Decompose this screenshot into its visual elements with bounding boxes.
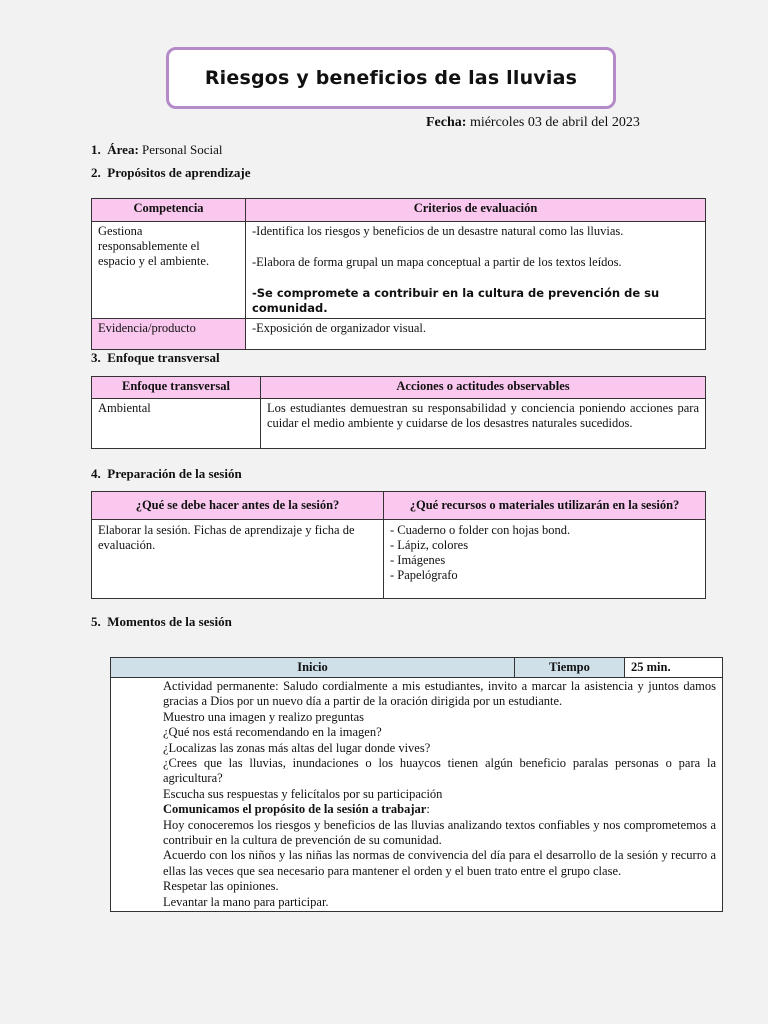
tiempo-value: 25 min. xyxy=(625,658,723,678)
recursos-cell xyxy=(384,520,706,599)
recurso-item: - Imágenes xyxy=(390,553,446,567)
content-line: Escucha sus respuestas y felicítalos por su participación xyxy=(163,786,443,801)
date-value: miércoles 03 de abril del 2023 xyxy=(469,115,640,130)
date-label: Fecha: xyxy=(426,115,467,130)
section-heading: Momentos de la sesión xyxy=(107,614,232,629)
section-heading: Propósitos de aprendizaje xyxy=(107,165,251,180)
section-number: 1. xyxy=(91,142,101,157)
criterio-2: -Elabora de forma grupal un mapa conceptual a partir de los textos leídos. xyxy=(252,255,622,269)
evidencia-label: Evidencia/producto xyxy=(92,319,246,350)
header-acciones: Acciones o actitudes observables xyxy=(261,377,706,399)
section-number: 5. xyxy=(91,614,101,629)
section-propositos xyxy=(91,165,251,181)
proposito-label: Comunicamos el propósito de la sesión a trabajar xyxy=(163,802,427,817)
competencia-cell: Gestiona responsablemente el espacio y el ambiente. xyxy=(92,222,246,319)
section-number: 2. xyxy=(91,165,101,180)
evidencia-value: -Exposición de organizador visual. xyxy=(246,319,706,350)
area-value: Personal Social xyxy=(142,142,223,157)
header-competencia: Competencia xyxy=(92,199,246,222)
content-line: Muestro una imagen y realizo preguntas xyxy=(163,709,364,724)
content-line: Respetar las opiniones. xyxy=(163,879,279,894)
area-label: Área: xyxy=(107,142,139,157)
content-line: Acuerdo con los niños y las niñas las normas de convivencia del día para el desarrollo de la sesión y recurro a ellas las veces que sea necesario para mantener el orden y el buen trato entre el grupo clase. xyxy=(163,848,716,878)
recurso-item: - Cuaderno o folder con hojas bond. xyxy=(390,523,571,537)
inicio-content xyxy=(111,678,723,912)
proposito-heading: Comunicamos el propósito de la sesión a trabajar: xyxy=(163,802,430,817)
section-preparacion xyxy=(91,466,242,482)
content-line: Levantar la mano para participar. xyxy=(163,894,329,909)
criterio-1: -Identifica los riesgos y beneficios de un desastre natural como las lluvias. xyxy=(252,224,624,238)
header-recursos: ¿Qué recursos o materiales utilizarán en la sesión? xyxy=(384,492,706,520)
preparacion-table xyxy=(91,491,706,599)
criterios-cell xyxy=(246,222,706,319)
enfoque-table xyxy=(91,376,706,449)
recurso-item: - Lápiz, colores xyxy=(390,538,469,552)
momentos-table xyxy=(110,657,723,912)
section-number: 3. xyxy=(91,350,101,365)
content-line: ¿Crees que las lluvias, inundaciones o los huaycos tienen algún beneficio paralas personas o para la agricultura? xyxy=(163,756,716,786)
page-title: Riesgos y beneficios de las lluvias xyxy=(204,67,578,89)
section-heading: Enfoque transversal xyxy=(107,350,220,365)
acciones-cell: Los estudiantes demuestran su responsabilidad y conciencia poniendo acciones para cuidar el medio ambiente y cuidarse de los desastres naturales sucedidos. xyxy=(261,399,706,449)
header-inicio: Inicio xyxy=(111,658,515,678)
recurso-item: - Papelógrafo xyxy=(390,568,458,582)
header-tiempo: Tiempo xyxy=(515,658,625,678)
header-antes: ¿Qué se debe hacer antes de la sesión? xyxy=(92,492,384,520)
section-area xyxy=(91,142,223,158)
section-momentos xyxy=(91,614,232,630)
section-heading: Preparación de la sesión xyxy=(107,466,242,481)
section-number: 4. xyxy=(91,466,101,481)
proposito-text: Hoy conoceremos los riesgos y beneficios de las lluvias analizando textos confiables y nos comprometemos a contribuir en la cultura de prevención de su comunidad. xyxy=(163,817,716,848)
title-box xyxy=(166,47,616,109)
antes-cell: Elaborar la sesión. Fichas de aprendizaje y ficha de evaluación. xyxy=(92,520,384,599)
header-criterios: Criterios de evaluación xyxy=(246,199,706,222)
content-line: ¿Localizas las zonas más altas del lugar donde vives? xyxy=(163,740,431,755)
propositos-table xyxy=(91,198,706,350)
content-line: Actividad permanente: Saludo cordialmente a mis estudiantes, invito a marcar la asistencia y juntos damos gracias a Dios por un nuevo día a partir de la oración dirigida por un estudiante. xyxy=(163,679,716,709)
criterio-3: -Se compromete a contribuir en la cultura de prevención de su comunidad. xyxy=(252,286,660,315)
enfoque-cell: Ambiental xyxy=(92,399,261,449)
date-line xyxy=(426,115,640,131)
section-enfoque xyxy=(91,350,220,366)
header-enfoque: Enfoque transversal xyxy=(92,377,261,399)
content-line: ¿Qué nos está recomendando en la imagen? xyxy=(163,725,382,740)
